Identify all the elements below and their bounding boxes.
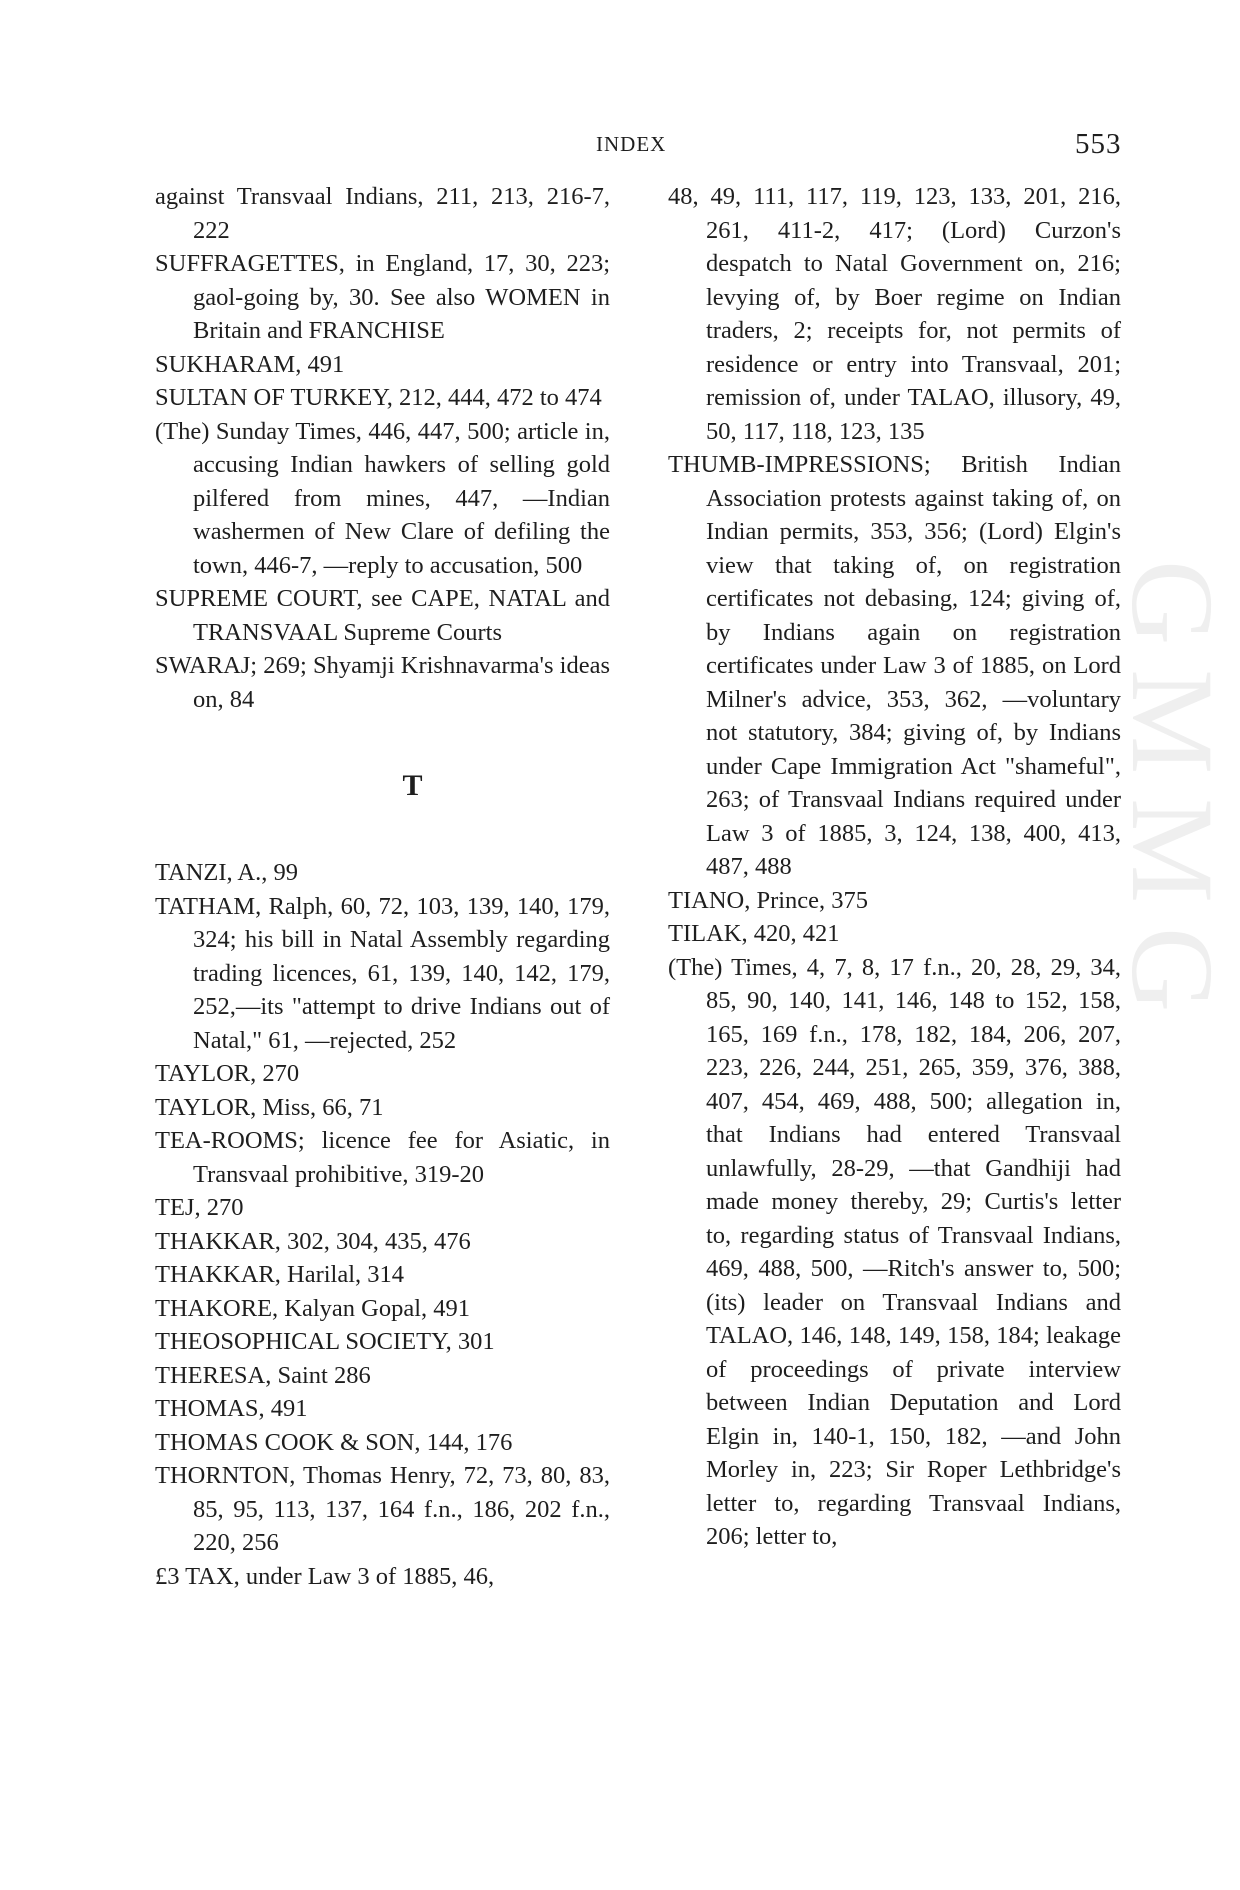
index-entry: THAKORE, Kalyan Gopal, 491 bbox=[155, 1294, 471, 1322]
section-letter: T bbox=[402, 769, 423, 802]
index-entry: TEA-ROOMS; licence fee for Asiatic, in Transvaal prohibitive, 319-20 bbox=[155, 1127, 610, 1188]
index-entry: TIANO, Prince, 375 bbox=[668, 886, 869, 914]
index-entry: (The) Times, 4, 7, 8, 17 f.n., 20, 28, 29, 34, 85, 90, 140, 141, 146, 148 to 152, 158, 165, 169 f.n., 178, 182, 184, 206, 207, 223, 226, 244, 251, 265, 359, 376, 388, 407, 454, 469, 488, 500; allegation in, that Indians had entered Transvaal unlawfully, 28-29, —that Gandhiji had made money thereby, 29; Curtis's letter to, regarding status of Transvaal Indians, 469, 488, 500, —Ritch's answer to, 500; (its) leader on Transvaal Indians and TALAO, 146, 148, 149, 158, 184; leakage of proceedings of private interview between Indian Deputation and Lord Elgin in, 140-1, 150, 182, —and John Morley in, 223; Sir Roper Lethbridge's letter to, regarding Transvaal Indians, 206; letter to, bbox=[668, 953, 1121, 1550]
index-entry: THEOSOPHICAL SOCIETY, 301 bbox=[155, 1328, 495, 1355]
index-entry: SUFFRAGETTES, in England, 17, 30, 223; gaol-going by, 30. See also WOMEN in Britain and FRANCHISE bbox=[155, 250, 610, 344]
index-entry: THORNTON, Thomas Henry, 72, 73, 80, 83, 85, 95, 113, 137, 164 f.n., 186, 202 f.n., 220, 256 bbox=[155, 1462, 610, 1556]
index-entry: TEJ, 270 bbox=[155, 1194, 244, 1221]
index-entry: THAKKAR, Harilal, 314 bbox=[155, 1261, 405, 1288]
watermark bbox=[1107, 560, 1238, 1260]
index-entry: SWARAJ; 269; Shyamji Krishnavarma's ideas on, 84 bbox=[155, 652, 610, 713]
index-entry: SUKHARAM, 491 bbox=[155, 350, 345, 378]
index-entry: THAKKAR, 302, 304, 435, 476 bbox=[155, 1227, 471, 1255]
index-column-right bbox=[668, 180, 1121, 1554]
index-entry: SULTAN OF TURKEY, 212, 444, 472 to 474 bbox=[155, 384, 602, 411]
index-entry: TAYLOR, Miss, 66, 71 bbox=[155, 1093, 384, 1121]
index-entry: TILAK, 420, 421 bbox=[668, 920, 840, 947]
index-entry: against Transvaal Indians, 211, 213, 216-7, 222 bbox=[155, 183, 610, 244]
watermark-text: GMMG bbox=[1107, 560, 1238, 1037]
index-entry: TANZI, A., 99 bbox=[155, 859, 298, 886]
index-entry-continued: 48, 49, 111, 117, 119, 123, 133, 201, 216, 261, 411-2, 417; (Lord) Curzon's despatch to Natal Government on, 216; levying of, by Boer regime on Indian traders, 2; receipts for, not permits of residence or entry into Transvaal, 201; remission of, under TALAO, illusory, 49, 50, 117, 118, 123, 135 bbox=[668, 183, 1121, 445]
index-entry: £3 TAX, under Law 3 of 1885, 46, bbox=[155, 1562, 495, 1590]
running-head: INDEX bbox=[596, 132, 667, 156]
page-number: 553 bbox=[1075, 128, 1122, 160]
index-entry: SUPREME COURT, see CAPE, NATAL and TRANSVAAL Supreme Courts bbox=[155, 585, 610, 646]
index-entry: THOMAS COOK & SON, 144, 176 bbox=[155, 1428, 513, 1456]
index-column-left bbox=[155, 180, 610, 1593]
index-entry: (The) Sunday Times, 446, 447, 500; article in, accusing Indian hawkers of selling gold pilfered from mines, 447, —Indian washermen of New Clare of defiling the town, 446-7, —reply to accusation, 500 bbox=[155, 417, 610, 579]
index-entry: THOMAS, 491 bbox=[155, 1395, 308, 1422]
index-entry: TAYLOR, 270 bbox=[155, 1060, 300, 1087]
index-entry: THUMB-IMPRESSIONS; British Indian Association protests against taking of, on Indian permits, 353, 356; (Lord) Elgin's view that taking of, on registration certificates not debasing, 124; giving of, by Indians again on registration certificates under Law 3 of 1885, on Lord Milner's advice, 353, 362, —voluntary not statutory, 384; giving of, by Indians under Cape Immigration Act "shameful", 263; of Transvaal Indians required under Law 3 of 1885, 3, 124, 138, 400, 413, 487, 488 bbox=[668, 451, 1121, 880]
index-entry: THERESA, Saint 286 bbox=[155, 1361, 371, 1389]
index-entry: TATHAM, Ralph, 60, 72, 103, 139, 140, 179, 324; his bill in Natal Assembly regarding trading licences, 61, 139, 140, 142, 179, 252,—its "attempt to drive Indians out of Natal," 61, —rejected, 252 bbox=[155, 892, 610, 1054]
